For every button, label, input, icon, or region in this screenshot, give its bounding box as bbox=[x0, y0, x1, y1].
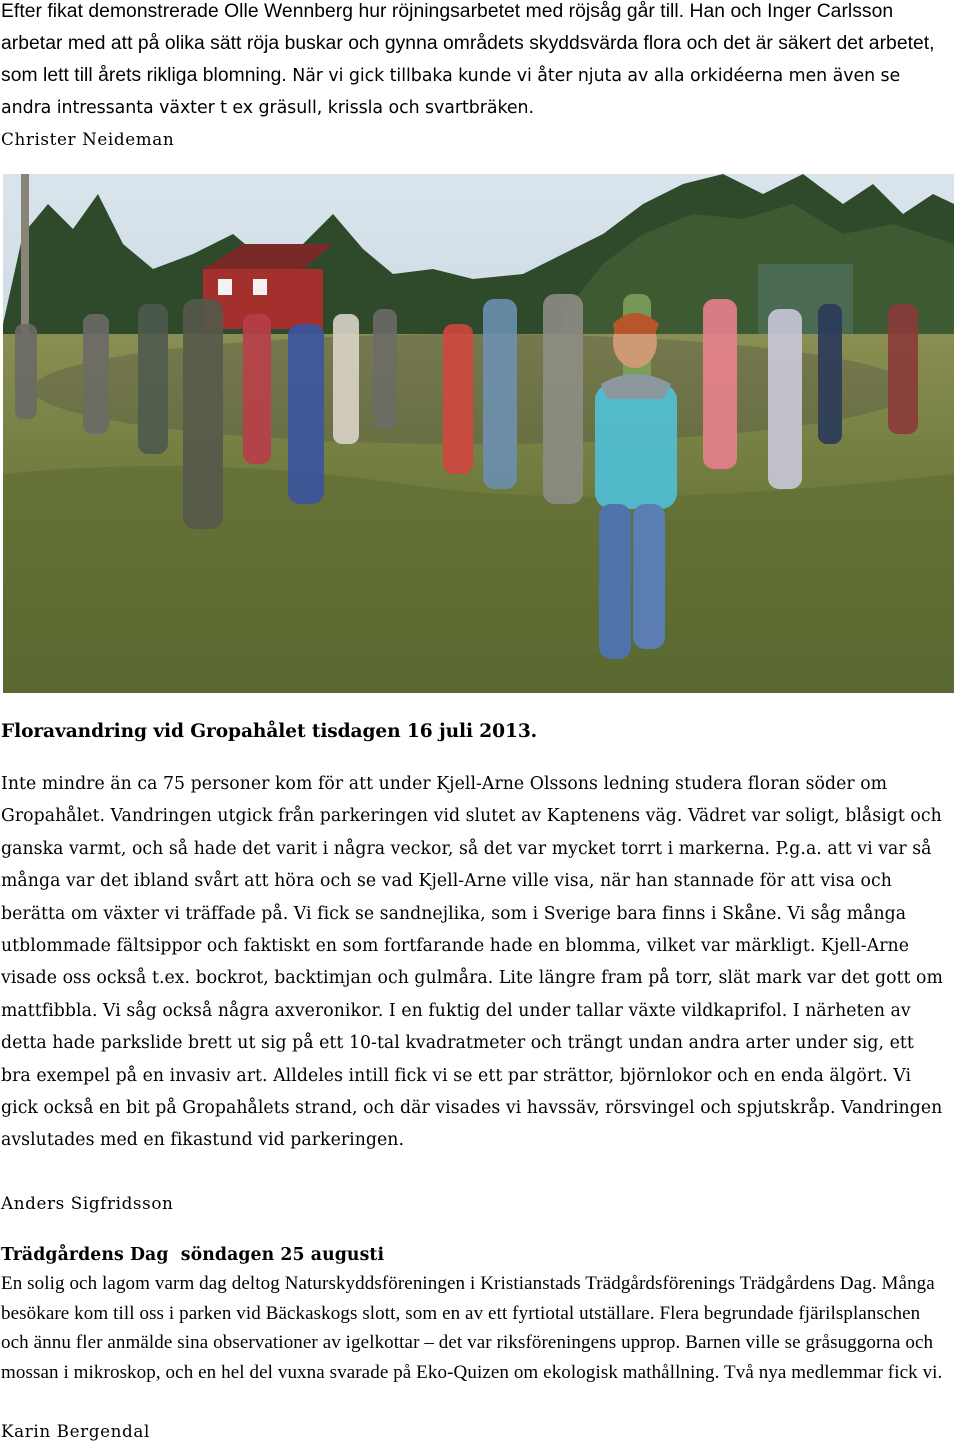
article3-title: Trädgårdens Dag söndagen 25 augusti bbox=[1, 1245, 385, 1265]
article1-text-part2: När vi gick tillbaka kunde vi åter njuta av alla orkidéerna men även se andra intressanta växter t ex gräsull, krissla och svartbräken. bbox=[1, 66, 901, 118]
article1-text-part1: Efter fikat demonstrerade Olle Wennberg hur röjningsarbetet med röjsåg går till. Han och Inger Carlsson arbetar med att på olika sätt röja buskar och gynna områdets skyddsvärda flora och det är säkert det arbetet, som lett till årets rikliga blomning. bbox=[1, 1, 935, 86]
article2-title: Floravandring vid Gropahålet tisdagen 16 juli 2013. bbox=[1, 721, 538, 742]
article2-author: Anders Sigfridsson bbox=[1, 1193, 174, 1213]
article1-author: Christer Neideman bbox=[1, 129, 175, 149]
article3-author: Karin Bergendal bbox=[1, 1421, 150, 1441]
article3-text: En solig och lagom varm dag deltog Naturskyddsföreningen i Kristianstads Trädgårdsförenings Trädgårdens Dag. Många besökare kom till oss i parken vid Bäckaskogs slott, som en av ett fyrtiotal utställare. Flera begrundade fjärilsplanschen och ännu fler anmälde sina observationer av igelkottar – det var riksföreningens upprop. Barnen ville se gråsuggorna och mossan i mikroskop, och en hel del vuxna svarade på Eko-Quizen om ekologisk mathållning. Två nya medlemmar fick vi. bbox=[1, 1273, 943, 1383]
article1-paragraph bbox=[1, 0, 953, 124]
group-walk-photo bbox=[3, 174, 954, 693]
article2-text: Inte mindre än ca 75 personer kom för att under Kjell-Arne Olssons ledning studera floran söder om Gropahålet. Vandringen utgick från parkeringen vid slutet av Kaptenens väg. Vädret var soligt, blåsigt och ganska varmt, och så hade det varit i några veckor, så det var mycket torrt i markerna. P.g.a. att vi var så många var det ibland svårt att höra och se vad Kjell-Arne ville visa, när han stannade för att visa och berätta om växter vi träffade på. Vi fick se sandnejlika, som i Sverige bara finns i Skåne. Vi såg många utblommade fältsippor och faktiskt en som fortfarande hade en blomma, vilket var märkligt. Kjell-Arne visade oss också t.ex. bockrot, backtimjan och gulmåra. Lite längre fram på torr, slät mark var det gott om mattfibbla. Vi såg också några axveronikor. I en fuktig del under tallar växte vildkaprifol. I närheten av detta hade parkslide brett ut sig på ett 10-tal kvadratmeter och trängt undan andra arter under sig, ett bra exempel på en invasiv art. Alldeles intill fick vi se ett par strättor, björnlokor och en enda älgört. Vi gick också en bit på Gropahålets strand, och där visades vi havssäv, rörsvingel och spjutskråp. Vandringen avslutades med en fikastund vid parkeringen. bbox=[1, 774, 943, 1151]
